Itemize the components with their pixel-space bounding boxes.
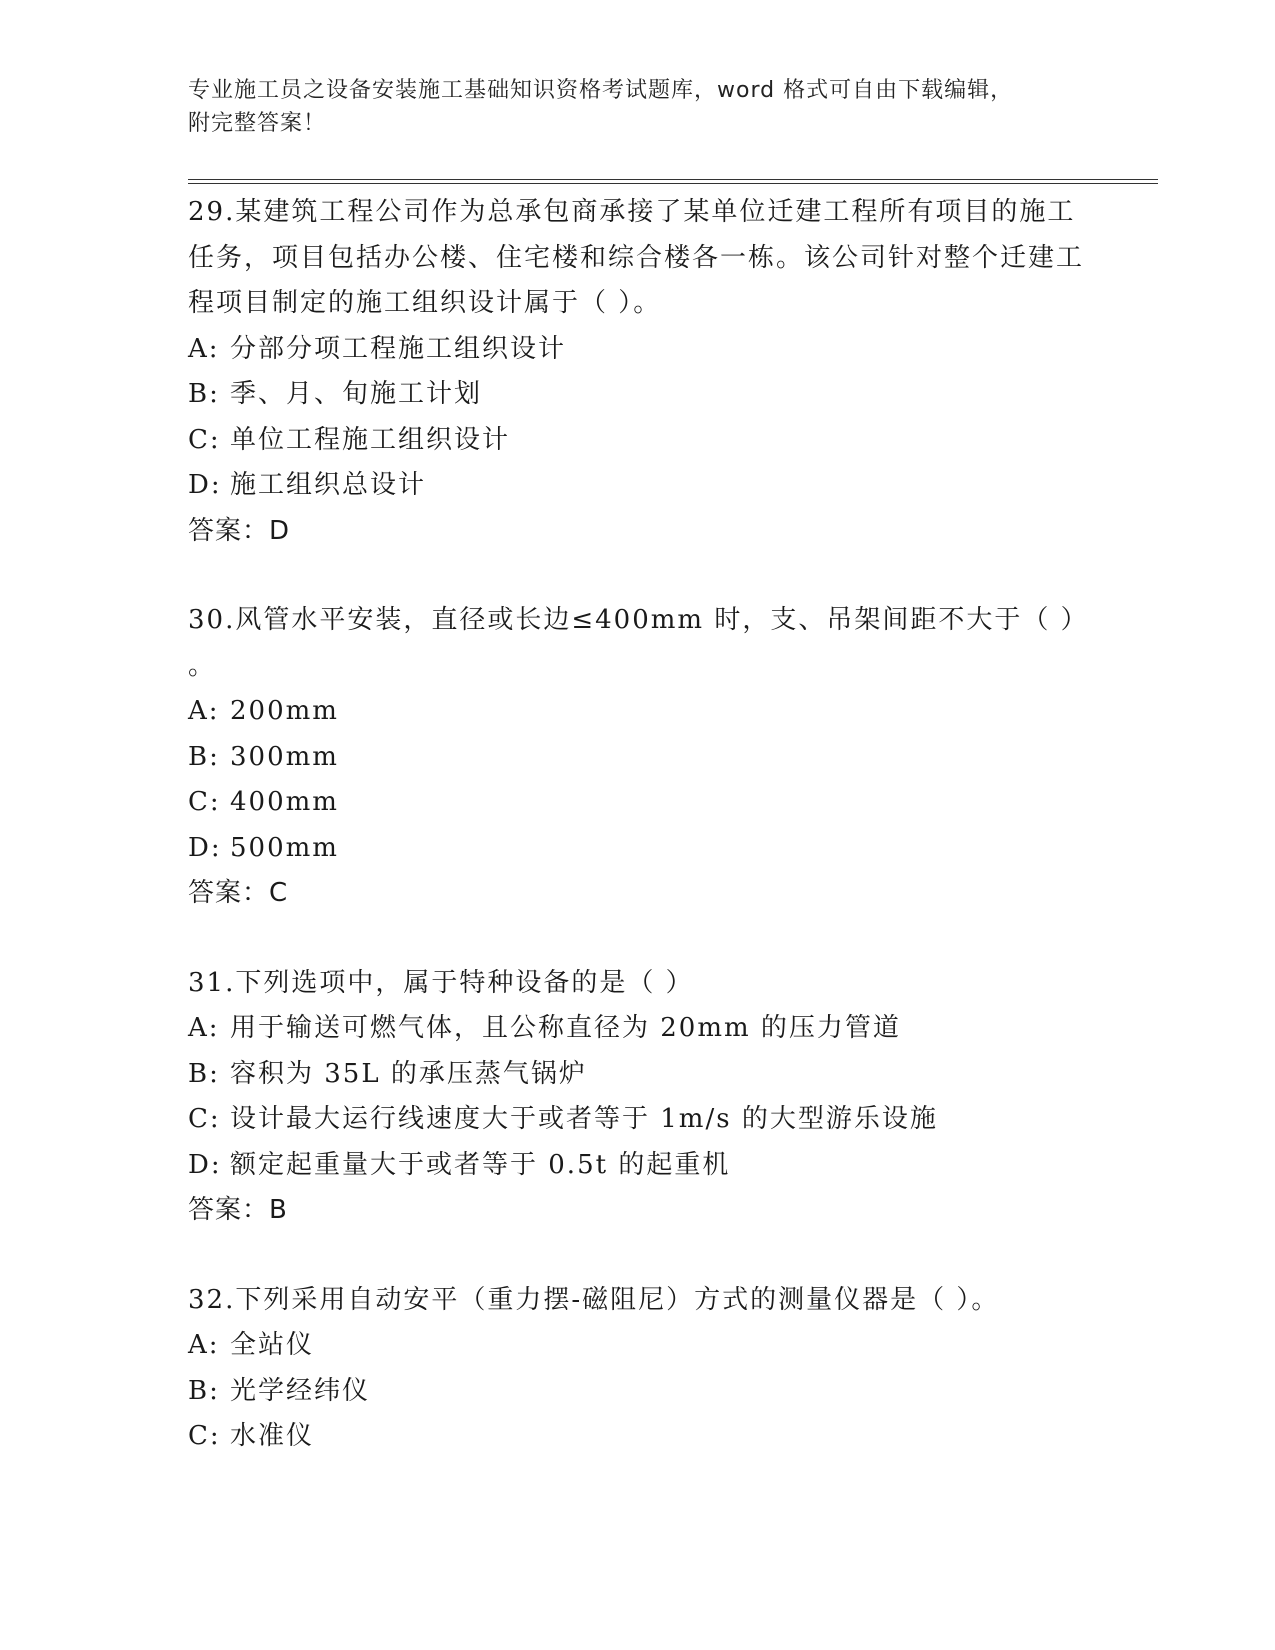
option-b	[188, 735, 1158, 781]
option-b	[188, 372, 1158, 418]
option-key: A:	[188, 333, 220, 364]
option-text: 额定起重量大于或者等于 0.5t 的起重机	[230, 1149, 731, 1180]
option-a	[188, 1323, 1158, 1369]
option-key: A:	[188, 1330, 220, 1360]
option-key: C:	[188, 787, 221, 817]
question-stem: 31.下列选项中，属于特种设备的是（ ）	[188, 967, 694, 998]
option-text: 季、月、旬施工计划	[230, 379, 483, 409]
question-stem-tail: 。	[188, 650, 215, 681]
option-key: D:	[188, 470, 222, 500]
option-key: D:	[188, 832, 222, 863]
question-31	[188, 961, 1158, 1234]
option-key: C:	[188, 424, 221, 455]
option-text: 水准仪	[230, 1421, 315, 1451]
option-text: 全站仪	[230, 1330, 315, 1360]
option-text: 400mm	[230, 787, 339, 817]
option-d	[188, 463, 1158, 509]
option-key: D:	[188, 1149, 222, 1180]
option-text: 单位工程施工组织设计	[230, 424, 511, 455]
header-line-2: 附完整答案！	[188, 111, 327, 136]
option-text: 光学经纬仪	[230, 1375, 371, 1406]
answer-line: 答案：C	[188, 878, 289, 908]
question-stem: 29.某建筑工程公司作为总承包商承接了某单位迁建工程所有项目的施工任务，项目包括办公楼、住宅楼和综合楼各一栋。该公司针对整个迁建工程项目制定的施工组织设计属于（ ）。	[188, 197, 1085, 318]
header-line-1: 专业施工员之设备安装施工基础知识资格考试题库，word 格式可自由下载编辑，	[188, 78, 1014, 103]
option-key: B:	[188, 379, 220, 409]
option-text: 300mm	[230, 741, 339, 772]
option-text: 容积为 35L 的承压蒸气锅炉	[230, 1058, 587, 1089]
option-text: 施工组织总设计	[230, 470, 427, 500]
option-text: 用于输送可燃气体，且公称直径为 20mm 的压力管道	[230, 1013, 901, 1043]
question-stem: 30.风管水平安装，直径或长边≤400mm 时，支、吊架间距不大于（ ）	[188, 605, 1089, 635]
option-key: B:	[188, 1375, 220, 1406]
answer-line: 答案：B	[188, 1195, 288, 1225]
option-text: 500mm	[230, 832, 339, 863]
option-d	[188, 826, 1158, 872]
option-key: B:	[188, 1058, 220, 1089]
option-c	[188, 1097, 1158, 1143]
option-key: B:	[188, 741, 220, 772]
document-header	[188, 74, 1068, 140]
option-key: C:	[188, 1104, 221, 1134]
question-32	[188, 1278, 1158, 1460]
option-b	[188, 1052, 1158, 1098]
answer-line: 答案：D	[188, 515, 291, 546]
option-c	[188, 418, 1158, 464]
question-29	[188, 190, 1158, 554]
option-key: A:	[188, 1013, 220, 1043]
option-text: 分部分项工程施工组织设计	[230, 333, 567, 364]
option-a	[188, 1006, 1158, 1052]
option-key: A:	[188, 696, 220, 726]
option-c	[188, 780, 1158, 826]
option-a	[188, 689, 1158, 735]
option-c	[188, 1414, 1158, 1460]
option-d	[188, 1143, 1158, 1189]
option-key: C:	[188, 1421, 221, 1451]
option-text: 200mm	[230, 696, 339, 726]
question-list	[188, 190, 1158, 1504]
option-text: 设计最大运行线速度大于或者等于 1m/s 的大型游乐设施	[230, 1104, 938, 1134]
question-stem: 32.下列采用自动安平（重力摆-磁阻尼）方式的测量仪器是（ ）。	[188, 1284, 1000, 1315]
question-30	[188, 598, 1158, 917]
option-a	[188, 327, 1158, 373]
header-divider	[188, 179, 1158, 184]
option-b	[188, 1369, 1158, 1415]
